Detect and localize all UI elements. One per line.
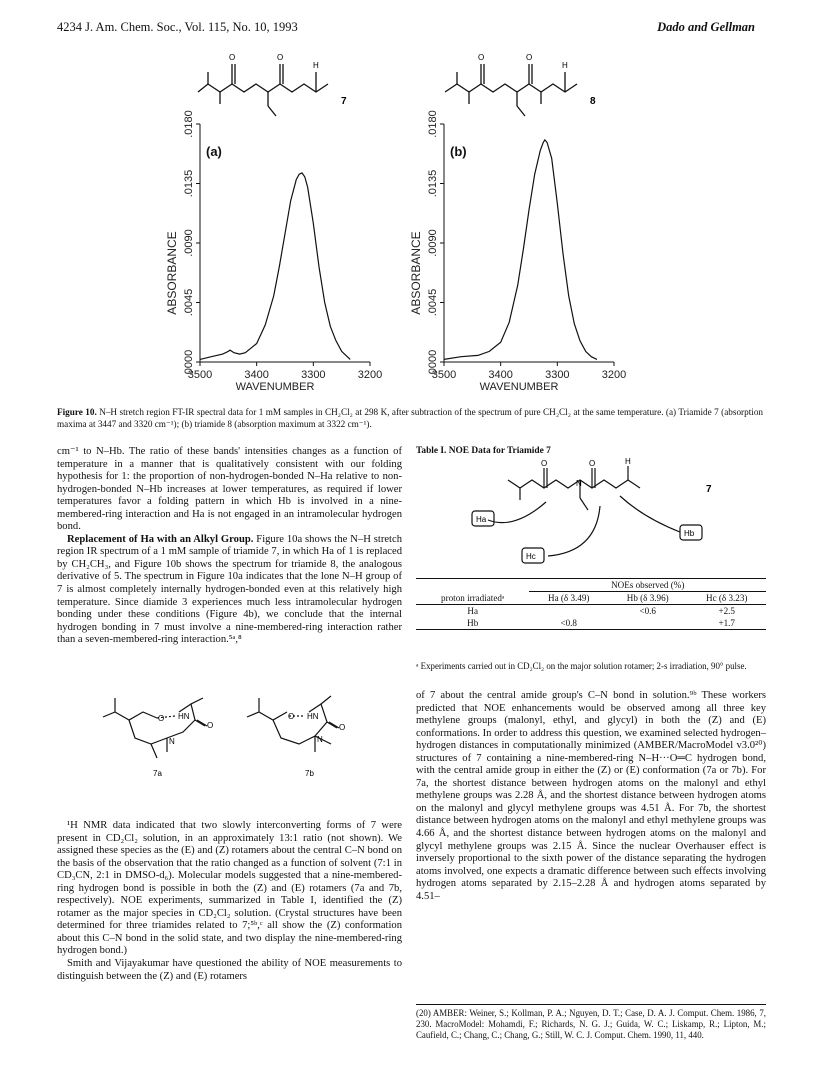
tbl-atom-n: N xyxy=(576,479,582,488)
table-molecule-drawing xyxy=(472,466,702,563)
tbl-row1-hb: <0.6 xyxy=(639,606,656,616)
x-tick-label-b-3: 3200 xyxy=(601,369,627,381)
panel-label-a: (a) xyxy=(206,144,222,159)
x-tick-label-b-0: 3500 xyxy=(431,369,457,381)
tbl-row1-ha xyxy=(529,605,608,618)
7a-atom-hn: HN xyxy=(178,712,190,721)
left-column-bottom xyxy=(57,820,402,983)
y-tick-label-b-4: .0180 xyxy=(427,110,439,138)
y-tick-label-b-1: .0045 xyxy=(427,288,439,317)
tbl-row2-label: Hb xyxy=(467,618,479,628)
x-tick-label-a-0: 3500 xyxy=(187,369,213,381)
tbl-row1-hc: +2.5 xyxy=(718,606,735,616)
table-footnote: ᵃ Experiments carried out in CD₂Cl₂ on the major solution rotamer; 2-s irradiation, 90° pulse. xyxy=(416,661,747,671)
figure-caption-label: Figure 10. xyxy=(57,407,97,417)
tbl-atom-h: H xyxy=(625,458,631,466)
tbl-compound-7: 7 xyxy=(706,484,712,495)
atom-o-4: O xyxy=(526,53,533,62)
y-tick-label-a-3: .0135 xyxy=(183,169,195,198)
structures-7a-7b xyxy=(95,672,385,782)
right-paragraph-1: of 7 about the central amide group's C–N bond in solution.⁹ᵇ These workers predicted that NOE enhancements would be observed among all three key methylene groups (malonyl, ethyl, and glycyl) in both the (Z) and (E) conformations. In order to address this question, we examined selected hydrogen–hydrogen distances in computationally minimized (AMBER/MacroModel v3.0²⁰) structures of 7 containing a nine-membered-ring N–H···O═C hydrogen bond, with the central amide group in either the (Z) or (E) conformation (7a or 7b). For 7a, the shortest distance between hydrogen atoms on the malonyl and ethyl methylene groups was 2.28 Å, and the shortest distance between hydrogen atoms on the malonyl and glycyl methylene groups was 4.51 Å. For 7b, the shortest distance between hydrogen atoms on the malonyl and ethyl methylene groups was 4.66 Å, and the shortest distance between hydrogen atoms on the malonyl and glycyl methylene groups was 2.15 Å. Since the nuclear Overhauser effect is inversely proportional to the sixth power of the distance separating the hydrogen atoms involved, one expects a dramatic difference between such effects involving hydrogen atoms separated by 2.15–2.28 Å and hydrogen atoms separated by 4.51– xyxy=(416,690,766,902)
atom-o-2: O xyxy=(277,53,284,62)
y-tick-label-b-3: .0135 xyxy=(427,169,439,198)
structure-7 xyxy=(198,64,328,116)
table-title: Table I. NOE Data for Triamide 7 xyxy=(416,446,551,456)
x-tick-label-b-1: 3400 xyxy=(488,369,513,381)
y-tick-label-a-4: .0180 xyxy=(183,110,195,138)
figure-10 xyxy=(40,44,780,404)
running-header: 4234 J. Am. Chem. Soc., Vol. 115, No. 10, 1993 xyxy=(57,20,298,34)
x-tick-label-a-3: 3200 xyxy=(357,369,383,381)
tbl-row2-hb xyxy=(608,617,687,630)
tbl-row2-ha: <0.8 xyxy=(560,618,577,628)
tbl-row1-label: Ha xyxy=(467,606,479,616)
table-structure xyxy=(416,458,766,570)
reference-footnote-20: (20) AMBER: Weiner, S.; Kollman, P. A.; Nguyen, D. T.; Case, D. A. J. Comput. Chem. 1986, 7, 230. MacroModel: Mohamdi, F.; Richards, N. G. J.; Guida, W. C.; Liskamp, R.; Lipton, M.; Caufield, C.; Chang, C.; Chang, G.; Still, W. C. J. Comput. Chem. 1990, 11, 440. xyxy=(416,1008,766,1040)
label-7b: 7b xyxy=(305,769,314,778)
7b-atom-o2: O xyxy=(339,723,346,732)
panel-label-b: (b) xyxy=(450,144,467,159)
tbl-empty-cell xyxy=(416,579,529,592)
structure-8 xyxy=(445,64,577,116)
paragraph-3: ¹H NMR data indicated that two slowly interconverting forms of 7 were present in CD₂Cl₂ solution, in an approximately 13:1 ratio (not shown). We assigned these species as the (E) and (Z) rotamers about the central C–N bond on the basis of the observation that the ratio changed as a function of solvent (7:1 in CD₃CN, 2:1 in DMSO-d₆). Molecular models suggested that a nine-membered-ring hydrogen bond is possible in both the (Z) and (E) rotamers (7a and 7b, respectively). NOE experiments, summarized in Table I, identified the (Z) rotamer as the major species in CD₂Cl₂ solution. (Crystal structures have been determined for three triamides related to 7;⁵ᵇ,ᶜ all show the (Z) conformation about this C–N bond in the solid state, and two display the nine-membered-ring hydrogen bond.) xyxy=(57,820,402,957)
table-row xyxy=(416,617,766,630)
chart-panel-b xyxy=(409,110,626,393)
spectrum-line-b-0 xyxy=(444,140,597,360)
tbl-box-ha: Ha xyxy=(476,515,487,524)
y-tick-label-b-0: 0000 xyxy=(427,349,439,375)
label-7a: 7a xyxy=(153,769,162,778)
tbl-col-hc: Hc (δ 3.23) xyxy=(706,593,748,603)
x-tick-label-b-2: 3300 xyxy=(545,369,570,381)
x-tick-label-a-1: 3400 xyxy=(244,369,269,381)
y-axis-label-a: ABSORBANCE xyxy=(165,231,179,315)
right-column-text xyxy=(416,690,766,903)
paragraph-1: cm⁻¹ to N–Hb. The ratio of these bands' intensities changes as a function of temperature in a manner that is qualitatively consistent with our folding hypothesis for 1: the proportion of non-hydrogen-bonded N–Ha relative to non-hydrogen-bonded N–Hb increases at lower temperatures, as required if lower temperatures favor a folding pattern in which Hb is involved in a nine-membered-ring interaction and Ha is not engaged in an intramolecular hydrogen bond. xyxy=(57,446,402,533)
tbl-atom-o1: O xyxy=(541,459,548,468)
atom-o-3: O xyxy=(478,53,485,62)
x-axis-label-a: WAVENUMBER xyxy=(235,381,315,393)
atom-h-2: H xyxy=(562,61,568,70)
paragraph-2 xyxy=(57,534,402,647)
tbl-atom-o2: O xyxy=(589,459,596,468)
y-tick-label-a-1: .0045 xyxy=(183,288,195,317)
tbl-col-hb: Hb (δ 3.96) xyxy=(626,593,669,603)
paragraph-2-text: Figure 10a shows the N–H stretch region IR spectrum of a 1 mM sample of triamide 7, in which Ha of 1 is replaced by CH₂CH₃, and Figure 10b shows the spectrum for triamide 8, the analogous derivative of 5. The spectrum in Figure 10a indicates that the lone N–H group of 7 is almost completely internally hydrogen-bonded even at this relatively high temperature. Since diamide 3 experiences much less intramolecular hydrogen bonding under these conditions (Figure 4b), we conclude that the internal hydrogen bonding in 7 must involve a nine-membered-ring interaction rather than a seven-membered-ring interaction.⁵ᵃ,⁸ xyxy=(57,533,402,646)
tbl-row2-hc: +1.7 xyxy=(718,618,735,628)
y-axis-label-b: ABSORBANCE xyxy=(409,231,423,315)
structure-7a-drawing xyxy=(103,698,207,758)
7b-atom-o: O xyxy=(288,712,295,721)
7b-atom-hn: HN xyxy=(307,712,319,721)
paragraph-4: Smith and Vijayakumar have questioned the ability of NOE measurements to distinguish between the (Z) and (E) rotamers xyxy=(57,958,402,982)
footnote-rule xyxy=(416,1004,766,1005)
tbl-box-hb: Hb xyxy=(684,529,695,538)
7a-atom-n: N xyxy=(169,737,175,746)
table-row xyxy=(416,605,766,618)
compound-label-7: 7 xyxy=(341,96,347,107)
tbl-group-header: NOEs observed (%) xyxy=(529,579,766,592)
tbl-col-ha: Ha (δ 3.49) xyxy=(548,593,590,603)
chart-panel-a xyxy=(165,110,382,393)
spectrum-line-a-0 xyxy=(200,173,350,360)
7b-atom-n: N xyxy=(317,735,323,744)
7a-atom-o2: O xyxy=(207,721,214,730)
y-tick-label-a-2: .0090 xyxy=(183,229,195,257)
structure-7b-drawing xyxy=(247,696,339,752)
tbl-box-hc: Hc xyxy=(526,552,536,561)
y-tick-label-a-0: 0000 xyxy=(183,349,195,375)
section-heading: Replacement of Ha with an Alkyl Group. xyxy=(67,533,254,545)
x-tick-label-a-2: 3300 xyxy=(301,369,326,381)
compound-label-8: 8 xyxy=(590,96,596,107)
7a-atom-o: O xyxy=(158,714,165,723)
y-tick-label-b-2: .0090 xyxy=(427,229,439,257)
left-column-top xyxy=(57,446,402,647)
atom-o-1: O xyxy=(229,53,236,62)
running-header-authors: Dado and Gellman xyxy=(657,20,755,34)
figure-caption-text: N–H stretch region FT-IR spectral data for 1 mM samples in CH₂Cl₂ at 298 K, after subtraction of the spectrum of pure CH₂Cl₂ at the same temperature. (a) Triamide 7 (absorption maxima at 3447 and 3320 cm⁻¹); (b) triamide 8 (absorption maximum at 3322 cm⁻¹). xyxy=(57,407,764,429)
atom-h: H xyxy=(313,61,319,70)
x-axis-label-b: WAVENUMBER xyxy=(479,381,559,393)
tbl-col-proton: proton irradiatedᵃ xyxy=(441,592,505,603)
noe-table xyxy=(416,578,766,630)
figure-caption xyxy=(57,407,763,430)
